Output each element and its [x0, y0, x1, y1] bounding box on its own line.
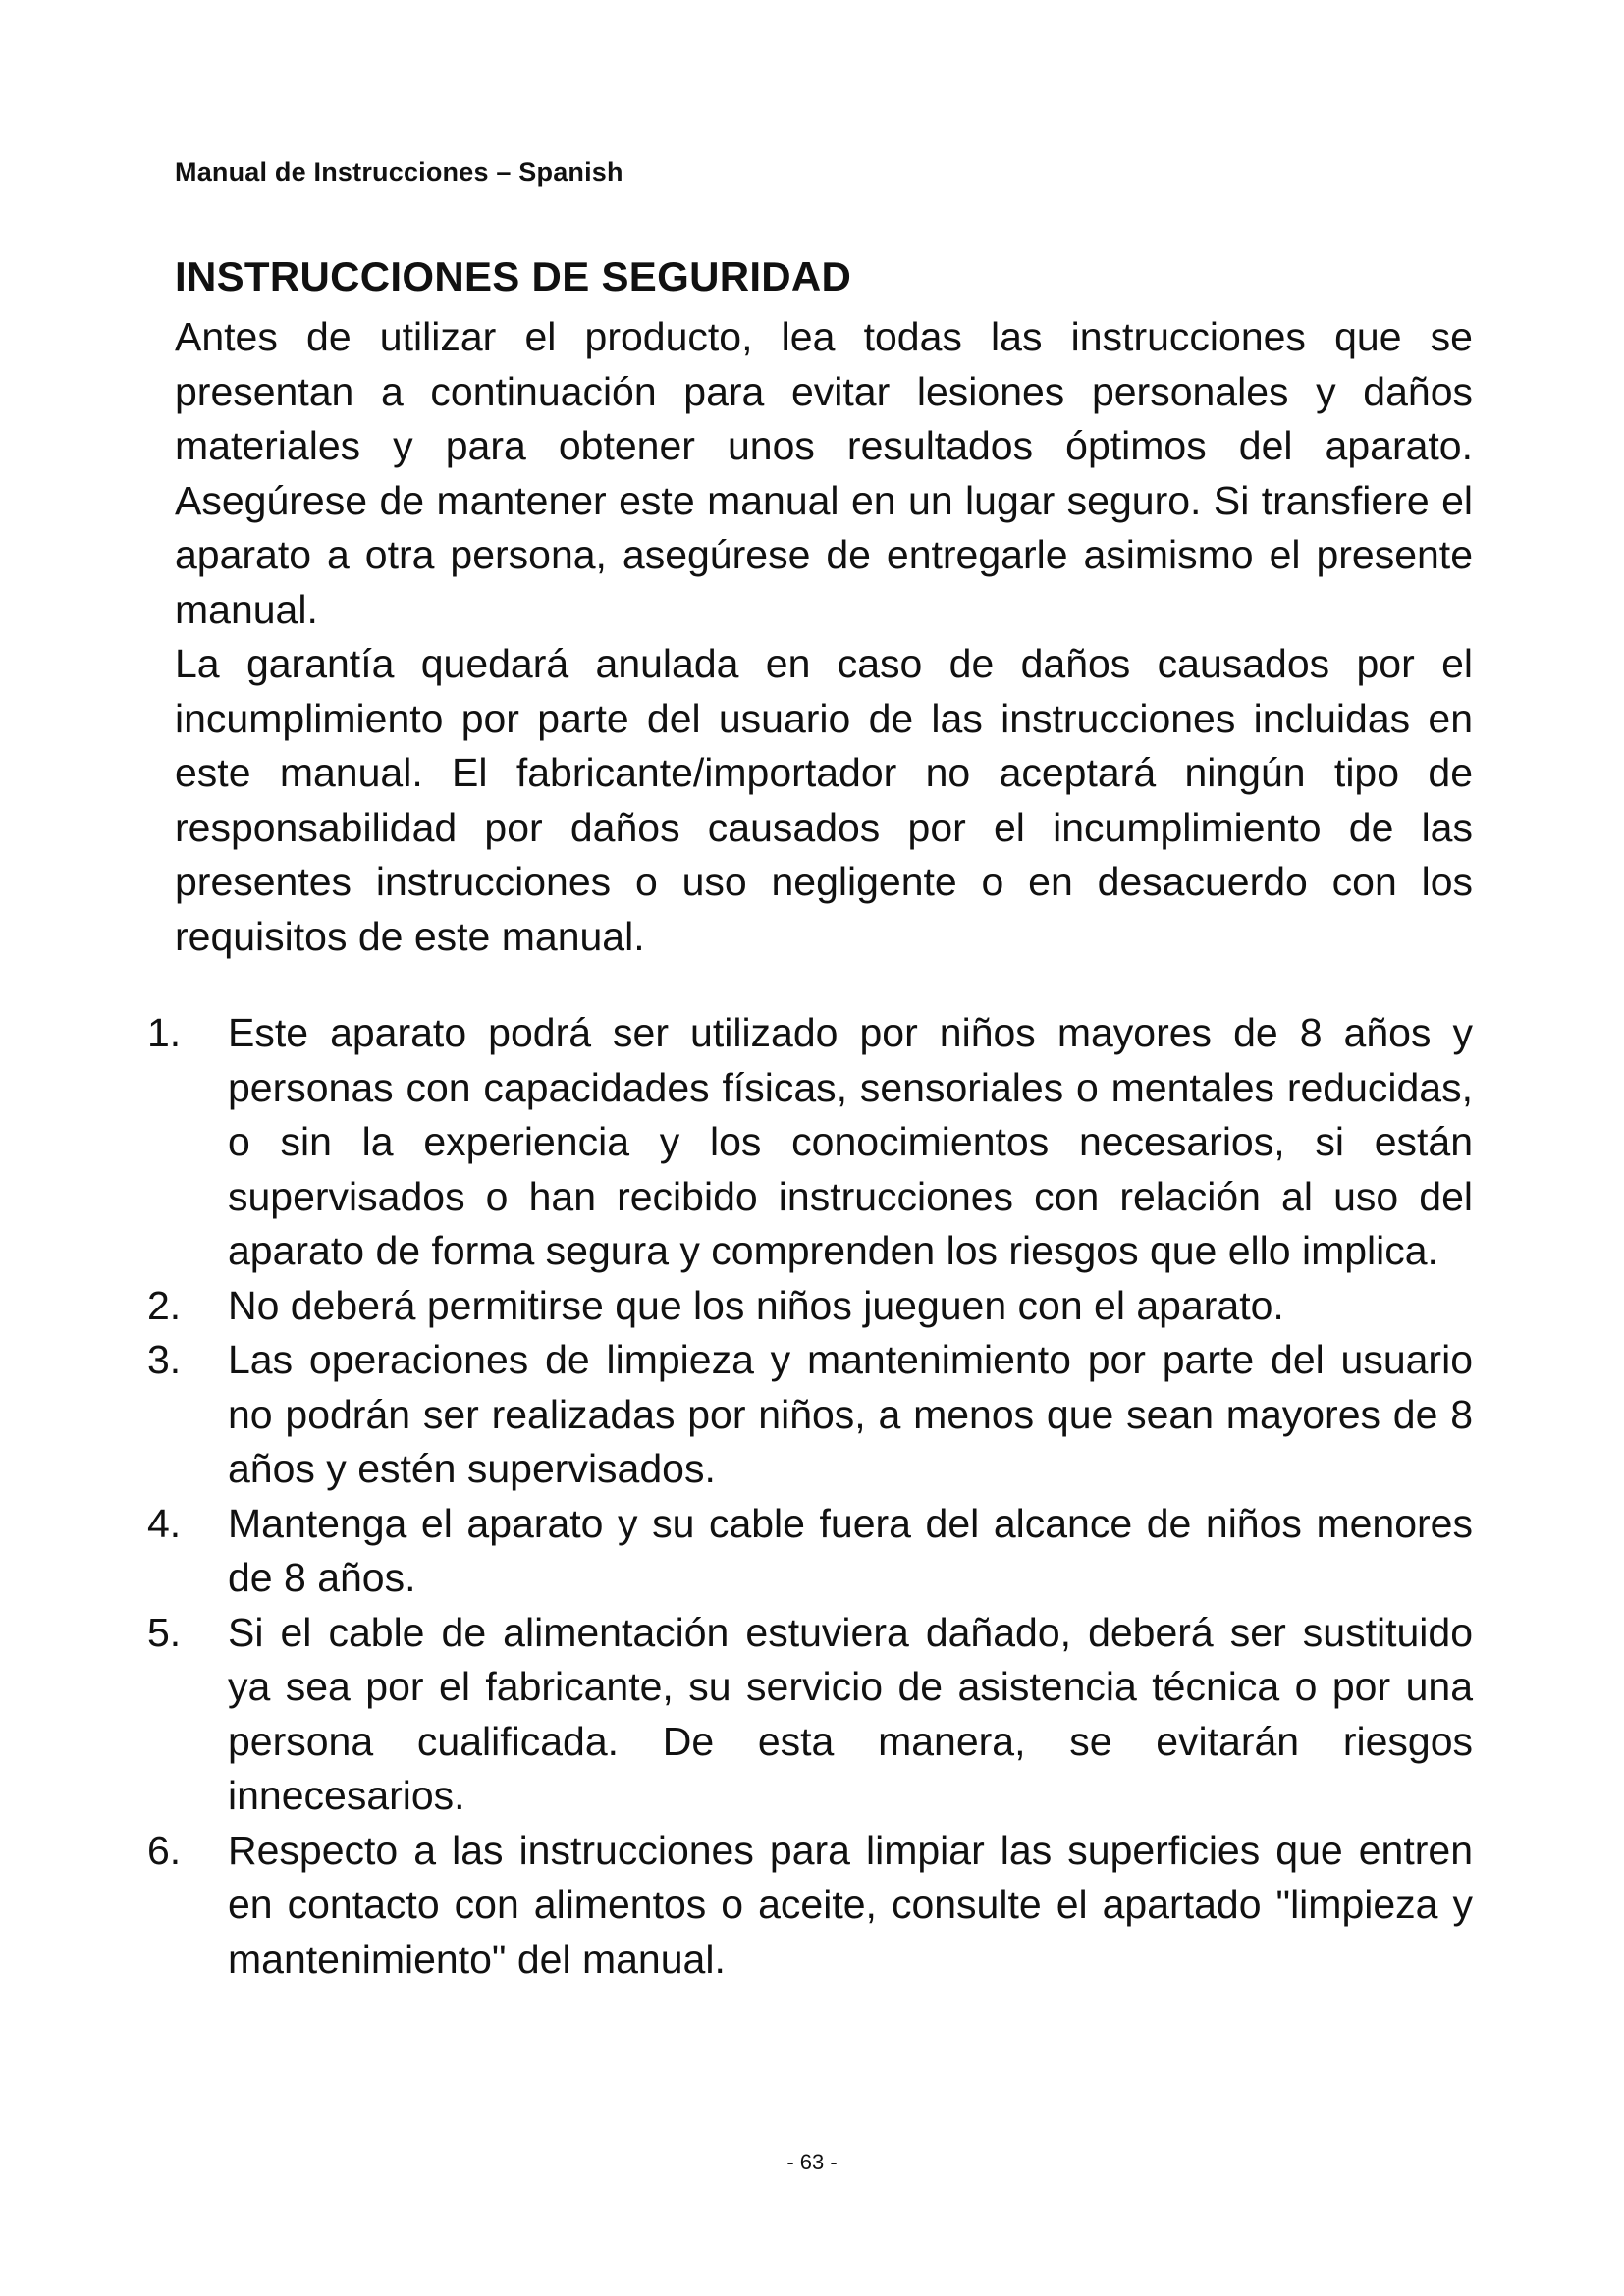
list-item-text: Respecto a las instrucciones para limpiar las superficies que entren en contacto con alimentos o aceite, consulte el apartado "limpieza y mantenimiento" del manual. — [228, 1827, 1473, 1982]
list-item-text: Si el cable de alimentación estuviera dañado, deberá ser sustituido ya sea por el fabricante, su servicio de asistencia técnica o por una persona cualificada. De esta manera, se evitarán riesgos innecesarios. — [228, 1609, 1473, 1818]
list-item-text: Este aparato podrá ser utilizado por niños mayores de 8 años y personas con capacidades físicas, sensoriales o mentales reducidas, o sin la experiencia y los conocimientos necesarios, si están supervisados o han recibido instrucciones con relación al uso del aparato de forma segura y comprenden los riesgos que ello implica. — [228, 1010, 1473, 1273]
safety-instructions-list — [147, 1006, 1473, 1987]
list-item-number: 1. — [147, 1010, 182, 1055]
list-item-number: 4. — [147, 1500, 182, 1546]
list-item — [147, 1279, 1473, 1334]
intro-paragraph: Antes de utilizar el producto, lea todas las instrucciones que se presentan a continuación para evitar lesiones personales y daños materiales y para obtener unos resultados óptimos del aparato. Asegúrese de mantener este manual en un lugar seguro. Si transfiere el aparato a otra persona, asegúrese de entregarle asimismo el presente manual. — [175, 314, 1473, 632]
list-item-number: 6. — [147, 1827, 182, 1873]
list-item — [147, 1333, 1473, 1497]
list-item — [147, 1497, 1473, 1606]
list-item-text: Mantenga el aparato y su cable fuera del alcance de niños menores de 8 años. — [228, 1500, 1473, 1600]
list-item-number: 2. — [147, 1282, 182, 1328]
page-header: Manual de Instrucciones – Spanish — [175, 157, 623, 187]
list-item-text: Las operaciones de limpieza y mantenimiento por parte del usuario no podrán ser realizadas por niños, a menos que sean mayores de 8 años y estén supervisados. — [228, 1337, 1473, 1491]
list-item — [147, 1824, 1473, 1988]
list-item-number: 3. — [147, 1337, 182, 1382]
list-item-number: 5. — [147, 1609, 182, 1655]
page-number: - 63 - — [786, 2150, 838, 2174]
section-title: INSTRUCCIONES DE SEGURIDAD — [175, 253, 852, 299]
list-item-text: No deberá permitirse que los niños jueguen con el aparato. — [228, 1282, 1284, 1328]
list-item — [147, 1006, 1473, 1279]
list-item — [147, 1606, 1473, 1824]
warranty-paragraph: La garantía quedará anulada en caso de daños causados por el incumplimiento por parte del usuario de las instrucciones incluidas en este manual. El fabricante/importador no aceptará ningún tipo de responsabilidad por daños causados por el incumplimiento de las presentes instrucciones o uso negligente o en desacuerdo con los requisitos de este manual. — [175, 641, 1473, 959]
